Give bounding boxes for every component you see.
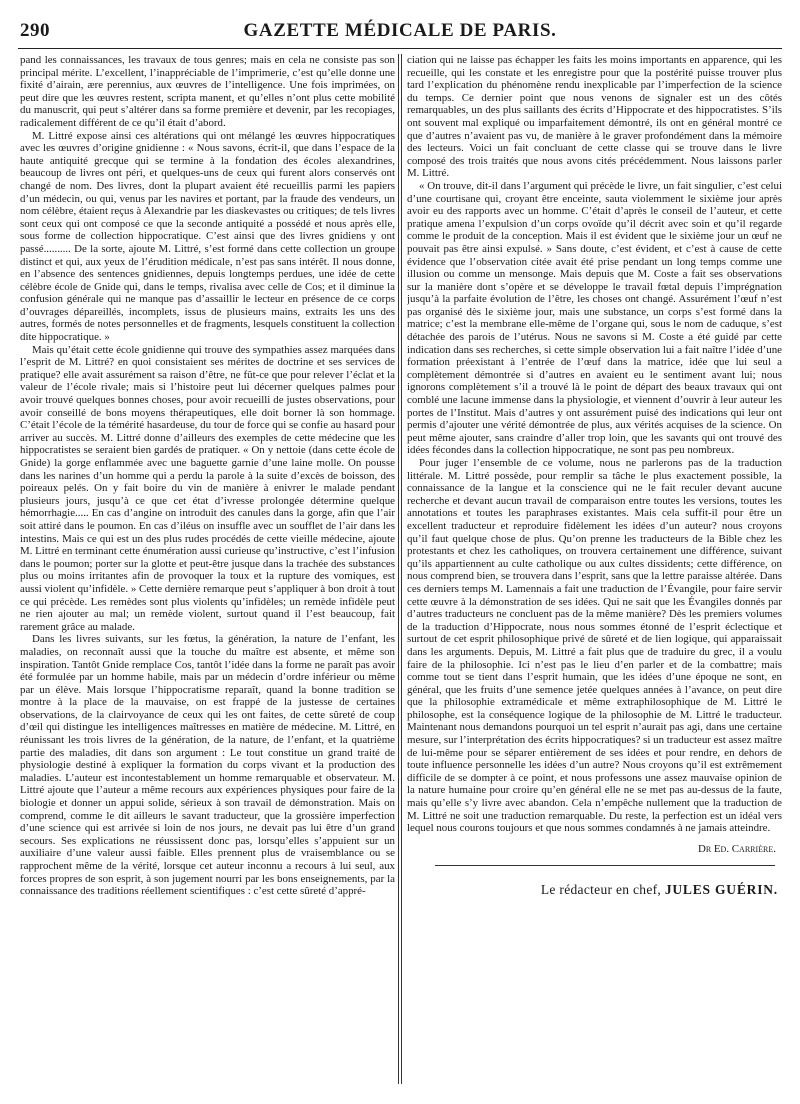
- paragraph: pand les connaissances, les travaux de tous genres; mais en cela ne consiste pas son principal mérite. L’excellent, l’inappréciable de l’imprimerie, c’est qu’elle donne une fixité d’airain, ære perennius, aux œuvres de l’intelligence. Une fois imprimées, on peut dire que les œuvres restent, scripta manent, et qu’elles n’ont plus cette mobilité du manuscrit, qui peut s’altérer dans sa forme première et devenir, par les recopiages, radicalement différent de ce qu’il était d’abord.: [20, 54, 395, 129]
- paragraph: Pour juger l’ensemble de ce volume, nous ne parlerons pas de la traduction littérale. M. Littré possède, pour remplir sa tâche le plus exactement possible, la connaissance de la langue et la conscience qui ne le fait reculer devant aucune recherche et devant aucun travail de comparaison entre toutes les versions, toutes les annotations et toutes les paraphrases existantes. Mais cela suffit-il pour être un excellent traducteur et reproduire fidèlement les idées d’un auteur? nous croyons qu’il faut quelque chose de plus. Qu’on prenne les traducteurs de la Bible chez les protestants et chez les catholiques, on trouvera certainement une différence, suivant qu’ils appartiennent au culte catholique ou aux cultes dissidents; cette différence, on nous comprend bien, se trouvera dans l’esprit, sans que la lettre paraisse altérée. Dans ces derniers temps M. Lamennais a fait une traduction de l’Évangile, pour faire servir cette œuvre à la démonstration de ses idées. Qui ne sait que les Évangiles donnés par d’autres traducteurs ne concluent pas de la même manière? Dès les premiers volumes de la traduction d’Hippocrate, nous nous sommes étonné de l’esprit éclectique et surtout de cet esprit philosophique privé de sûreté et de lien logique, qui apparaissait dans les arguments. Depuis, M. Littré a fait plus que de traduire du grec, il a voulu faire de la philosophie. Ici n’est pas le lieu d’en parler et de la combattre; mais comme tout se tient dans l’esprit humain, que les idées d’une époque ne sont, en général, que les fruits d’une semence jetée quelques années à l’avance, on peut dire que la philosophie extramédicale et même extraphilosophique de M. Littré le philosophe, est la conséquence logique de la philosophie de M. Littré le traducteur. Maintenant nous demandons pourquoi un tel esprit n’aurait pas agi, dans une certaine mesure, sur l’interprétation des écrits hippocratiques? si un traducteur est assez maître de lui-même pour se séparer entièrement de ses idées et pour rendre, en dehors de toute influence personnelle les idées d’un autre? Nous croyons qu’il est extrêmement difficile de se dompter à ce point, et nous professons une assez mauvaise opinion de la nature humaine pour croire qu’en général elle ne se met pas au-dessus de la faute, mais qu’elle s’y livre avec abandon. Cela n’empêche nullement que la traduction de M. Littré ne soit une traduction remarquable. Du reste, la perfection est un idéal vers lequel nous courons toujours et que nous sommes condamnés à ne jamais atteindre.: [407, 457, 782, 835]
- paragraph: ciation qui ne laisse pas échapper les faits les moins importants en apparence, qui les recueille, qui les constate et les enregistre pour que la postérité puisse trouver plus tard l’explication du phénomène rendu inexplicable par l’imperfection de la science du temps. Ce dernier point que nous venons de signaler est un des côtés remarquables, un des plus saillants des écrits d’Hippocrate et des hippocratistes. S’ils ont souvent mal expliqué ou imparfaitement démontré, ils ont en général montré ce que d’autres n’avaient pas vu, de manière à le graver profondément dans la mémoire des lecteurs. Voici un fait concluant de cette classe qui se trouve dans le livre composé des trois traités que nous avons cités précédemment. Nous laissons parler M. Littré.: [407, 54, 782, 180]
- editor-prefix: Le rédacteur en chef,: [540, 882, 662, 898]
- right-column: [407, 54, 782, 1094]
- editor-line: [407, 884, 778, 897]
- left-column: [20, 54, 395, 1094]
- journal-title: GAZETTE MÉDICALE DE PARIS.: [243, 20, 557, 41]
- column-divider: [398, 54, 399, 1084]
- column-divider: [401, 54, 402, 1084]
- editor-name: JULES GUÉRIN.: [664, 882, 778, 898]
- page-number: 290: [20, 20, 50, 41]
- paragraph: M. Littré expose ainsi ces altérations qui ont mélangé les œuvres hippocratiques avec les œuvres d’origine gnidienne : « Nous savons, écrit-il, que dans l’espace de la haute antiquité grecque qui se termine à la fondation des écoles alexandrines, beaucoup de livres ont péri, et quelques-uns de ceux qui furent alors conservés ont changé de nom. Des livres, dont la plupart avaient été recueillis parmi les papiers d’un médecin, ou qui, venus par les navires et portant, par la fraude des vendeurs, un nom célèbre, étaient reçus à Alexandrie par les diaskevastes ou critiques; de tels livres sont ceux qui ont composé ce que la seconde antiquité a possédé et nous après elle, sous forme de collection hippocratique. C’est ainsi que des livres gnidiens y ont passé.......... De la sorte, ajoute M. Littré, s’est formé dans cette collection un groupe distinct et qui, aux yeux de l’érudition médicale, n’est pas sans intérêt. Il nous donne, en l’absence des sentences gnidiennes, depuis longtemps perdues, une idée de cette célèbre école de Gnide qui, dans le temps, rivalisa avec celle de Cos; et il diminue la confusion générale qui ne manque pas d’assaillir le lecteur en présence de ce corps d’ouvrages dépareillés, incomplets, issus de plusieurs mains, extraits les uns des autres, formés de notes personnelles et de fragments, lesquels constituent la collection dite hippocratique. »: [20, 129, 395, 344]
- paragraph: Mais qu’était cette école gnidienne qui trouve des sympathies assez marquées dans l’esprit de M. Littré? en quoi consistaient ses mérites de doctrine et ses services de pratique? elle avait assurément sa raison d’être, ne fût-ce que pour relever l’éclat et la valeur de l’école rivale; mais si l’histoire peut lui décerner quelques palmes pour avoir trouvé quelques bonnes choses, pour avoir recueilli de justes observations, pour avoir conseillé de bons moyens thérapeutiques, elle doit borner là son hommage. C’était l’école de la témérité hasardeuse, du tour de force qui se confie au hasard pour arriver au succès. M. Littré donne d’ailleurs des exemples de cette médecine que les hippocratistes se seraient bien gardés de pratiquer. « On y nettoie (dans cette école de Gnide) la gorge enflammée avec une baguette garnie d’une laine molle. On pousse dans les narines d’un homme qui a perdu la parole à la suite d’excès de boisson, des poireaux pelés. On y fait boire du vin de manière à enivrer le malade pendant plusieurs jours, jusqu’à ce que cet état d’ivresse prolongée détermine quelque hémorrhagie..... En cas d’angine on introduit des canules dans la gorge, afin que l’air soit attiré dans le poumon. En cas d’iléus on insuffle avec un soufflet de l’air dans les intestins. Mais ce qui est un des plus rudes procédés de cette vieille médecine, ajoute M. Littré en terminant cette énumération aussi curieuse qu’instructive, c’est l’infusion dans le poumon; porter sur la glotte et peut-être jusque dans la trachée des substances plus ou moins irritantes afin de provoquer la toux et la rupture des vomiques, est aussi violent qu’infidèle. » Cette dernière remarque peut s’appliquer à bon droit à tout ce qui précède. Les remèdes sont plus violents qu’infidèles; un remède infidèle peut ne rien ajouter au mal; un remède violent, surtout quand il l’est beaucoup, fait rarement grâce au malade.: [20, 343, 395, 633]
- end-rule: [435, 865, 775, 866]
- paragraph: « On trouve, dit-il dans l’argument qui précède le livre, un fait singulier, c’est celui d’une courtisane qui, croyant être enceinte, sauta violemment le sixième jour après avoir eu des rapports avec un homme. C’était d’après le conseil de l’auteur, et cette pratique amena l’expulsion d’un corps ovoïde qu’il décrit avec soin et qu’il regarde comme le produit de la conception. Mais il est évident que le sixième jour un œuf ne pouvait pas être ainsi expulsé. » Sans doute, c’est évident, et c’est à cause de cette évidence que l’observation citée avait été prise pendant un long temps comme une illusion ou comme un mensonge. Mais depuis que M. Coste a fait ses observations sur la manière dont s’opère et se développe le travail fœtal depuis l’imprégnation jusqu’à la parfaite évolution de l’être, les choses ont changé. Assurément l’œuf n’est pas organisé dès le sixième jour, mais une substance, un corps s’est formé dans la matrice; c’est la membrane elle-même de l’organe qui, sous le nom de caduque, s’est détachée des parois de l’utérus. Nous ne savons si M. Coste a été guidé par cette indication dans ses recherches, si cette simple observation lui a fait naître l’idée d’une formation préexistant à l’entrée de l’œuf dans la matrice, idée que lui seul a complètement démontrée si d’autres en avaient eu le sentiment avant lui; nous ignorons complètement s’il a trouvé là le point de départ des beaux travaux qui ont comblé une lacune immense dans la physiologie, et viennent d’ouvrir à leur auteur les portes de l’Institut. Mais d’autres y ont assurément puisé des indications qui leur ont permis d’ajouter une vérité démontrée de plus, aux vérités acquises de la science. On peut même ajouter, sans craindre d’aller trop loin, que les savants qui ont trouvé des idées fécondes dans la collection hippocratique, ne sont pas peu nombreux.: [407, 179, 782, 457]
- page-header: [18, 18, 782, 49]
- paragraph: Dans les livres suivants, sur les fœtus, la génération, la nature de l’enfant, les maladies, on reconnaît aussi que la touche du maître est absente, et même son inspiration. Tantôt Gnide remplace Cos, tantôt l’idée dans la forme ne paraît pas avoir été formulée par un homme habile, mais par un médecin d’ordre inférieur ou même par un élève. Mais lorsque l’hippocratisme reparaît, quand la bonne tradition se montre à la place de la mauvaise, on est frappé de la justesse de certaines observations, de la clairvoyance de ceux qui les ont faites, de cette sûreté de coup d’œil qui distingue les intelligences maîtresses en matière de médecine. M. Littré, en réunissant les trois livres de la génération, de la nature, de l’enfant, et la quatrième partie des maladies, dit dans son argument : Le tout constitue un grand traité de physiologie destiné à expliquer la formation du corps vivant et la production des maladies. L’auteur est incontestablement un homme remarquable et observateur. M. Littré ajoute que l’auteur a même recours aux expériences physiques pour faire de la biologie et donner un appui solide, sérieux à son travail de démonstration. Mais on comprend, comme le dit ailleurs le savant traducteur, que la grossière imperfection d’une science qui est arrivée si loin de nos jours, ne devait pas lui être d’un grand secours. Ses explications ne réussissent donc pas, lorsqu’elles s’appuient sur un auxiliaire d’une valeur aussi faible. Elles prennent plus de vraisemblance ou se rapprochent même de la vérité, lorsque cet auteur inconnu a recours à lui seul, aux forces propres de son esprit, à son jugement nourri par les bons enseignements, par la connaissance des traditions réellement scientifiques : c’est cette sûreté d’appré-: [20, 633, 395, 898]
- author-signature: Dr Ed. Carrière.: [697, 842, 776, 855]
